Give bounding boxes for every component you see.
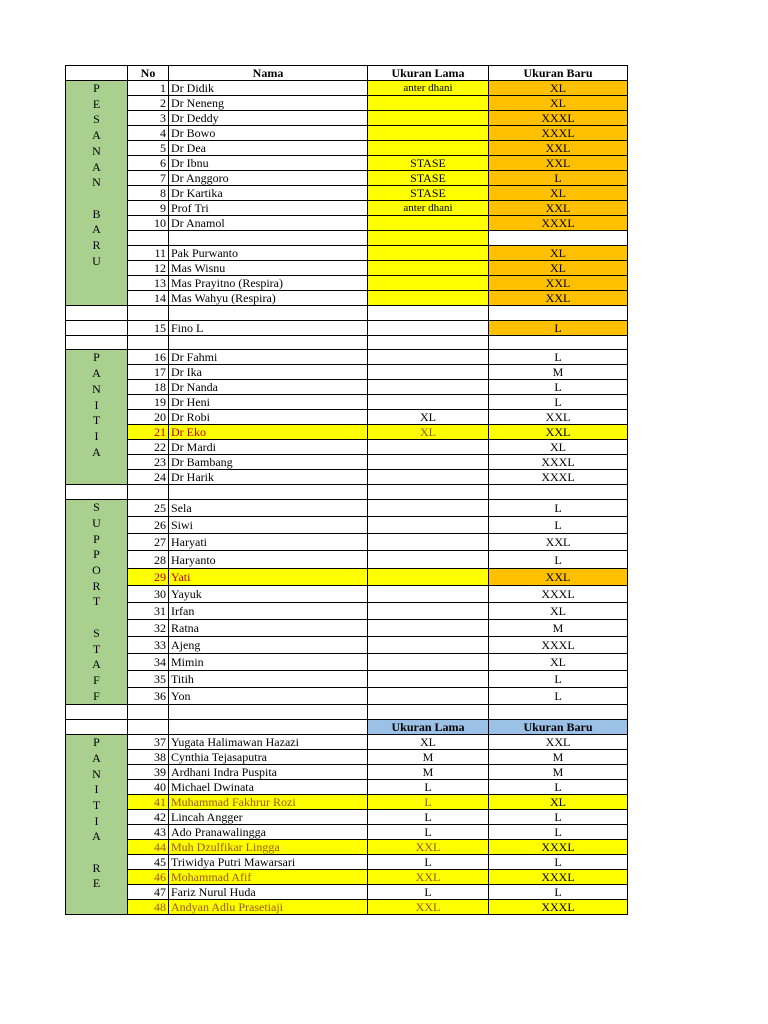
row-ukuran-lama[interactable] <box>368 126 489 141</box>
blank-cell <box>489 705 628 720</box>
row-name[interactable]: Dr Bambang <box>169 455 368 470</box>
blank-cell <box>66 335 128 350</box>
section-label-panitia <box>66 350 128 485</box>
row-number: 4 <box>128 126 169 141</box>
table-row <box>66 141 628 156</box>
row-ukuran-baru[interactable]: XL <box>489 654 628 671</box>
table-row <box>66 795 628 810</box>
table-row <box>66 186 628 201</box>
row-number: 42 <box>128 810 169 825</box>
row-name[interactable]: Cynthia Tejasaputra <box>169 750 368 765</box>
row-ukuran-baru[interactable]: XXL <box>489 735 628 750</box>
table-row <box>66 810 628 825</box>
table-row <box>66 885 628 900</box>
row-name[interactable]: Dr Robi <box>169 410 368 425</box>
row-number: 14 <box>128 290 169 305</box>
table-row <box>66 840 628 855</box>
row-ukuran-baru[interactable]: L <box>489 380 628 395</box>
table-row <box>66 825 628 840</box>
table-row <box>66 855 628 870</box>
row-ukuran-baru[interactable]: L <box>489 780 628 795</box>
row-name[interactable]: Sela <box>169 500 368 517</box>
row-ukuran-lama[interactable] <box>368 260 489 275</box>
row-ukuran-lama[interactable]: L <box>368 810 489 825</box>
row-name[interactable]: Dr Ika <box>169 365 368 380</box>
table-row <box>66 765 628 780</box>
row-name[interactable]: Mas Wahyu (Respira) <box>169 290 368 305</box>
row-ukuran-lama[interactable]: anter dhani <box>368 81 489 96</box>
blank-cell <box>66 705 128 720</box>
table-row <box>66 440 628 455</box>
row-ukuran-lama[interactable] <box>368 96 489 111</box>
row-ukuran-baru[interactable]: L <box>489 517 628 534</box>
row-ukuran-baru[interactable]: XXXL <box>489 636 628 653</box>
row-ukuran-baru[interactable]: M <box>489 619 628 636</box>
table-row <box>66 870 628 885</box>
blank-row <box>66 231 628 246</box>
section-letters: P A N I T I A R E <box>92 735 101 891</box>
row-number: 29 <box>128 568 169 585</box>
table-row <box>66 126 628 141</box>
blank-cell <box>368 705 489 720</box>
row-ukuran-baru[interactable]: XXL <box>489 290 628 305</box>
row-name[interactable]: Lincah Angger <box>169 810 368 825</box>
row-number: 3 <box>128 111 169 126</box>
blank-cell <box>128 720 169 735</box>
blank-row <box>66 485 628 500</box>
row-name[interactable]: Yayuk <box>169 585 368 602</box>
blank-cell <box>169 305 368 320</box>
row-ukuran-lama[interactable]: M <box>368 750 489 765</box>
table-row <box>66 275 628 290</box>
row-ukuran-baru[interactable]: XXXL <box>489 585 628 602</box>
row-ukuran-lama[interactable]: M <box>368 765 489 780</box>
row-ukuran-baru[interactable]: XL <box>489 260 628 275</box>
blank-cell <box>489 335 628 350</box>
row-name[interactable]: Dr Nanda <box>169 380 368 395</box>
row-number: 31 <box>128 602 169 619</box>
section-label-support-staff <box>66 500 128 705</box>
row-number: 16 <box>128 350 169 365</box>
table-row <box>66 671 628 688</box>
row-name[interactable]: Fino L <box>169 320 368 335</box>
row-number: 5 <box>128 141 169 156</box>
row-name[interactable]: Siwi <box>169 517 368 534</box>
table-row <box>66 568 628 585</box>
row-ukuran-baru[interactable]: XL <box>489 795 628 810</box>
table-row <box>66 245 628 260</box>
row-name[interactable]: Dr Didik <box>169 81 368 96</box>
table-row <box>66 500 628 517</box>
subheader-ukuran-lama: Ukuran Lama <box>368 720 489 735</box>
row-ukuran-lama[interactable] <box>368 216 489 231</box>
table-row <box>66 750 628 765</box>
row-number: 33 <box>128 636 169 653</box>
row-number: 30 <box>128 585 169 602</box>
row-name[interactable]: Titih <box>169 671 368 688</box>
row-ukuran-lama[interactable] <box>368 380 489 395</box>
row-ukuran-lama[interactable] <box>368 111 489 126</box>
blank-cell <box>489 485 628 500</box>
row-number: 12 <box>128 260 169 275</box>
row-ukuran-baru[interactable]: XXL <box>489 156 628 171</box>
blank-cell <box>368 231 489 246</box>
row-ukuran-baru[interactable]: XXL <box>489 425 628 440</box>
row-ukuran-lama[interactable] <box>368 455 489 470</box>
blank-row <box>66 335 628 350</box>
row-number: 32 <box>128 619 169 636</box>
row-number: 11 <box>128 245 169 260</box>
table-row <box>66 688 628 705</box>
row-ukuran-baru[interactable]: XXXL <box>489 870 628 885</box>
row-ukuran-lama[interactable]: XXL <box>368 840 489 855</box>
row-name[interactable]: Mas Prayitno (Respira) <box>169 275 368 290</box>
row-ukuran-baru[interactable]: XXXL <box>489 840 628 855</box>
row-ukuran-lama[interactable] <box>368 500 489 517</box>
section-letters: P E S A N A N B A R U <box>92 81 101 268</box>
row-name[interactable]: Fariz Nurul Huda <box>169 885 368 900</box>
row-ukuran-lama[interactable] <box>368 619 489 636</box>
row-name[interactable]: Dr Kartika <box>169 186 368 201</box>
blank-cell <box>66 305 128 320</box>
row-ukuran-baru[interactable]: L <box>489 320 628 335</box>
row-name[interactable]: Dr Bowo <box>169 126 368 141</box>
table-row <box>66 260 628 275</box>
row-number: 35 <box>128 671 169 688</box>
blank-cell <box>128 485 169 500</box>
row-name[interactable]: Pak Purwanto <box>169 245 368 260</box>
row-ukuran-baru[interactable]: L <box>489 671 628 688</box>
row-number: 7 <box>128 171 169 186</box>
row-name[interactable]: Yugata Halimawan Hazazi <box>169 735 368 750</box>
row-name[interactable]: Dr Harik <box>169 470 368 485</box>
row-number: 36 <box>128 688 169 705</box>
row-ukuran-lama[interactable]: STASE <box>368 171 489 186</box>
row-ukuran-baru[interactable]: XL <box>489 440 628 455</box>
table-row <box>66 156 628 171</box>
row-ukuran-baru[interactable]: XL <box>489 186 628 201</box>
row-number: 41 <box>128 795 169 810</box>
row-name[interactable]: Mohammad Afif <box>169 870 368 885</box>
blank-cell <box>128 305 169 320</box>
row-ukuran-lama[interactable] <box>368 275 489 290</box>
section-label-panitia-re <box>66 735 128 915</box>
row-number: 43 <box>128 825 169 840</box>
row-ukuran-baru[interactable]: XXXL <box>489 126 628 141</box>
row-name[interactable]: Dr Heni <box>169 395 368 410</box>
row-number: 8 <box>128 186 169 201</box>
row-name[interactable]: Dr Deddy <box>169 111 368 126</box>
subheader-row <box>66 720 628 735</box>
row-ukuran-baru[interactable]: XL <box>489 602 628 619</box>
row-ukuran-lama[interactable]: XXL <box>368 870 489 885</box>
row-ukuran-lama[interactable]: XXL <box>368 900 489 915</box>
row-ukuran-baru[interactable]: L <box>489 855 628 870</box>
row-ukuran-baru[interactable]: XXL <box>489 534 628 551</box>
row-ukuran-lama[interactable] <box>368 517 489 534</box>
row-number: 48 <box>128 900 169 915</box>
row-ukuran-lama[interactable] <box>368 470 489 485</box>
row-number: 25 <box>128 500 169 517</box>
row-ukuran-lama[interactable]: L <box>368 780 489 795</box>
row-ukuran-lama[interactable]: XL <box>368 410 489 425</box>
table-row <box>66 395 628 410</box>
blank-cell <box>489 305 628 320</box>
row-number: 21 <box>128 425 169 440</box>
subheader-ukuran-baru: Ukuran Baru <box>489 720 628 735</box>
row-ukuran-lama[interactable] <box>368 290 489 305</box>
header-ukuran-baru: Ukuran Baru <box>489 66 628 81</box>
table-row <box>66 551 628 568</box>
table-row <box>66 425 628 440</box>
row-ukuran-lama[interactable]: STASE <box>368 186 489 201</box>
row-ukuran-baru[interactable]: L <box>489 350 628 365</box>
row-number: 27 <box>128 534 169 551</box>
row-ukuran-baru[interactable]: XXL <box>489 141 628 156</box>
row-name[interactable]: Dr Mardi <box>169 440 368 455</box>
row-ukuran-lama[interactable]: L <box>368 825 489 840</box>
row-number: 40 <box>128 780 169 795</box>
header-row <box>66 66 628 81</box>
row-name[interactable]: Irfan <box>169 602 368 619</box>
blank-cell <box>169 720 368 735</box>
row-number: 37 <box>128 735 169 750</box>
blank-row <box>66 305 628 320</box>
row-number: 46 <box>128 870 169 885</box>
row-number: 24 <box>128 470 169 485</box>
table-row <box>66 81 628 96</box>
row-ukuran-baru[interactable]: L <box>489 810 628 825</box>
blank-cell <box>66 720 128 735</box>
blank-cell <box>169 335 368 350</box>
table-row <box>66 350 628 365</box>
row-ukuran-lama[interactable] <box>368 636 489 653</box>
row-ukuran-lama[interactable]: anter dhani <box>368 201 489 216</box>
row-ukuran-lama[interactable] <box>368 365 489 380</box>
row-name[interactable]: Dr Dea <box>169 141 368 156</box>
row-ukuran-baru[interactable]: XXL <box>489 410 628 425</box>
table-row <box>66 900 628 915</box>
row-ukuran-baru[interactable]: XXXL <box>489 900 628 915</box>
table-row <box>66 365 628 380</box>
row-ukuran-baru[interactable]: L <box>489 395 628 410</box>
row-ukuran-lama[interactable]: STASE <box>368 156 489 171</box>
row-name[interactable]: Dr Ibnu <box>169 156 368 171</box>
row-ukuran-lama[interactable]: L <box>368 795 489 810</box>
row-number: 6 <box>128 156 169 171</box>
blank-row <box>66 705 628 720</box>
row-number: 10 <box>128 216 169 231</box>
blank-cell <box>128 335 169 350</box>
row-name[interactable]: Andyan Adlu Prasetiaji <box>169 900 368 915</box>
row-ukuran-lama[interactable] <box>368 440 489 455</box>
row-ukuran-lama[interactable] <box>368 551 489 568</box>
row-ukuran-lama[interactable] <box>368 688 489 705</box>
table-row <box>66 96 628 111</box>
row-name[interactable]: Dr Anamol <box>169 216 368 231</box>
table-row <box>66 171 628 186</box>
header-nama: Nama <box>169 66 368 81</box>
row-name[interactable]: Michael Dwinata <box>169 780 368 795</box>
table-row <box>66 470 628 485</box>
row-number: 34 <box>128 654 169 671</box>
blank-cell <box>128 231 169 246</box>
row-ukuran-baru[interactable]: L <box>489 825 628 840</box>
row-name[interactable]: Haryati <box>169 534 368 551</box>
row-number: 22 <box>128 440 169 455</box>
blank-cell <box>368 335 489 350</box>
row-ukuran-baru[interactable]: XL <box>489 245 628 260</box>
row-name[interactable]: Ardhani Indra Puspita <box>169 765 368 780</box>
blank-cell <box>66 320 128 335</box>
row-name[interactable]: Dr Neneng <box>169 96 368 111</box>
table-row <box>66 517 628 534</box>
row-number: 20 <box>128 410 169 425</box>
row-ukuran-baru[interactable]: XXXL <box>489 111 628 126</box>
row-number: 23 <box>128 455 169 470</box>
row-ukuran-lama[interactable] <box>368 568 489 585</box>
table-row <box>66 216 628 231</box>
row-number: 18 <box>128 380 169 395</box>
row-name[interactable]: Haryanto <box>169 551 368 568</box>
row-ukuran-lama[interactable] <box>368 671 489 688</box>
row-ukuran-baru[interactable]: XXXL <box>489 455 628 470</box>
table-row <box>66 455 628 470</box>
row-ukuran-lama[interactable] <box>368 534 489 551</box>
row-ukuran-lama[interactable] <box>368 654 489 671</box>
row-ukuran-baru[interactable]: XXL <box>489 568 628 585</box>
section-letters: P A N I T I A <box>92 350 101 459</box>
table-row <box>66 111 628 126</box>
row-ukuran-lama[interactable] <box>368 245 489 260</box>
row-number: 15 <box>128 320 169 335</box>
row-ukuran-baru[interactable]: XL <box>489 81 628 96</box>
blank-cell <box>368 305 489 320</box>
row-number: 45 <box>128 855 169 870</box>
section-label-pesanan-baru <box>66 81 128 306</box>
row-name[interactable]: Triwidya Putri Mawarsari <box>169 855 368 870</box>
table-row <box>66 380 628 395</box>
row-ukuran-baru[interactable]: XXXL <box>489 470 628 485</box>
table-row <box>66 410 628 425</box>
table-row <box>66 780 628 795</box>
row-ukuran-baru[interactable]: L <box>489 551 628 568</box>
header-no: No <box>128 66 169 81</box>
table-row <box>66 602 628 619</box>
row-number: 28 <box>128 551 169 568</box>
table-row <box>66 636 628 653</box>
row-name[interactable]: Ratna <box>169 619 368 636</box>
row-number: 1 <box>128 81 169 96</box>
table-row <box>66 534 628 551</box>
row-ukuran-baru[interactable]: L <box>489 500 628 517</box>
row-name[interactable]: Mimin <box>169 654 368 671</box>
row-ukuran-lama[interactable]: L <box>368 855 489 870</box>
row-ukuran-lama[interactable] <box>368 320 489 335</box>
blank-cell <box>169 231 368 246</box>
row-number: 19 <box>128 395 169 410</box>
row-number: 44 <box>128 840 169 855</box>
row-name[interactable]: Mas Wisnu <box>169 260 368 275</box>
row-number: 47 <box>128 885 169 900</box>
row-ukuran-baru[interactable]: L <box>489 171 628 186</box>
blank-cell <box>169 705 368 720</box>
blank-cell <box>489 231 628 246</box>
row-ukuran-lama[interactable]: XL <box>368 425 489 440</box>
row-name[interactable]: Prof Tri <box>169 201 368 216</box>
row-ukuran-baru[interactable]: M <box>489 365 628 380</box>
row-number: 26 <box>128 517 169 534</box>
row-ukuran-lama[interactable]: L <box>368 885 489 900</box>
row-ukuran-lama[interactable] <box>368 602 489 619</box>
row-ukuran-baru[interactable]: XL <box>489 96 628 111</box>
table-row <box>66 290 628 305</box>
row-name[interactable]: Ado Pranawalingga <box>169 825 368 840</box>
row-ukuran-lama[interactable] <box>368 395 489 410</box>
row-number: 38 <box>128 750 169 765</box>
blank-cell <box>169 485 368 500</box>
row-number: 9 <box>128 201 169 216</box>
row-name[interactable]: Muhammad Fakhrur Rozi <box>169 795 368 810</box>
size-table <box>65 65 628 915</box>
row-ukuran-baru[interactable]: XXXL <box>489 216 628 231</box>
row-ukuran-baru[interactable]: L <box>489 688 628 705</box>
section-letters: S U P P O R T S T A F F <box>92 500 101 703</box>
row-number: 2 <box>128 96 169 111</box>
row-name[interactable]: Yati <box>169 568 368 585</box>
header-ukuran-lama: Ukuran Lama <box>368 66 489 81</box>
row-ukuran-lama[interactable] <box>368 585 489 602</box>
row-name[interactable]: Muh Dzulfikar Lingga <box>169 840 368 855</box>
table-row <box>66 619 628 636</box>
table-row <box>66 320 628 335</box>
row-ukuran-lama[interactable] <box>368 350 489 365</box>
row-number: 17 <box>128 365 169 380</box>
row-ukuran-baru[interactable]: XXL <box>489 201 628 216</box>
row-ukuran-lama[interactable]: XL <box>368 735 489 750</box>
row-name[interactable]: Dr Anggoro <box>169 171 368 186</box>
header-blank <box>66 66 128 81</box>
row-name[interactable]: Yon <box>169 688 368 705</box>
row-number: 39 <box>128 765 169 780</box>
table-row <box>66 585 628 602</box>
row-ukuran-lama[interactable] <box>368 141 489 156</box>
row-number: 13 <box>128 275 169 290</box>
row-ukuran-baru[interactable]: L <box>489 885 628 900</box>
row-ukuran-baru[interactable]: M <box>489 765 628 780</box>
blank-cell <box>368 485 489 500</box>
blank-cell <box>128 705 169 720</box>
row-ukuran-baru[interactable]: M <box>489 750 628 765</box>
row-name[interactable]: Dr Eko <box>169 425 368 440</box>
blank-cell <box>66 485 128 500</box>
row-ukuran-baru[interactable]: XXL <box>489 275 628 290</box>
table-row <box>66 201 628 216</box>
row-name[interactable]: Ajeng <box>169 636 368 653</box>
row-name[interactable]: Dr Fahmi <box>169 350 368 365</box>
table-row <box>66 735 628 750</box>
table-row <box>66 654 628 671</box>
